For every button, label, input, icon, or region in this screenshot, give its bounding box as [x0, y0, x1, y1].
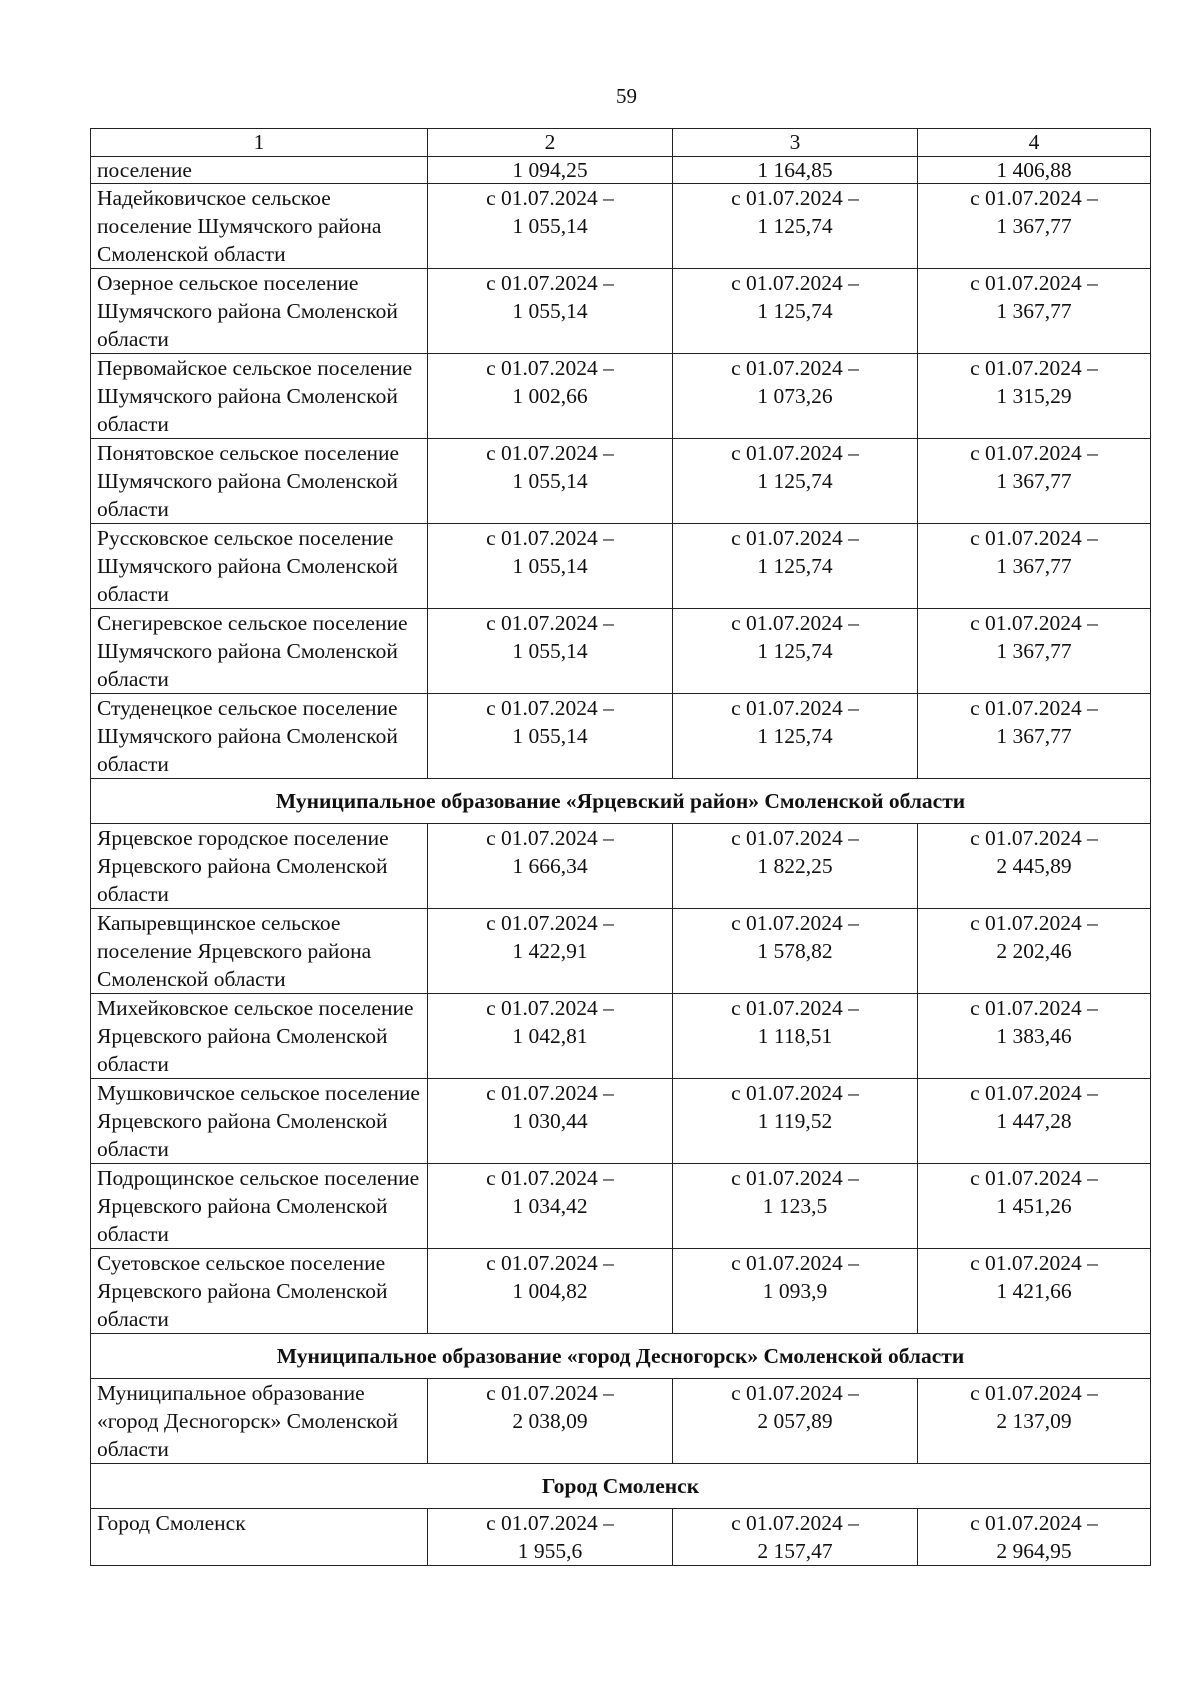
- effective-date: с 01.07.2024 –: [486, 611, 614, 635]
- tariff-cell-col2: [428, 1249, 673, 1334]
- effective-date: с 01.07.2024 –: [970, 611, 1098, 635]
- tariff-cell-col3: [673, 1079, 918, 1164]
- tariff-cell-col2: [428, 1079, 673, 1164]
- table-row: [91, 184, 1151, 269]
- tariff-value: 1 125,74: [757, 724, 833, 748]
- tariff-cell-col4: [918, 1249, 1151, 1334]
- tariff-value-col3: 1 164,85: [673, 157, 918, 184]
- effective-date: с 01.07.2024 –: [731, 1251, 859, 1275]
- tariff-value: 1 447,28: [996, 1109, 1072, 1133]
- tariff-value: 1 119,52: [757, 1109, 833, 1133]
- section-title: Муниципальное образование «Ярцевский район» Смоленской области: [91, 779, 1151, 824]
- tariff-cell-col3: [673, 994, 918, 1079]
- tariff-value: 1 421,66: [996, 1279, 1072, 1303]
- settlement-name: Руссковское сельское поселение Шумячского района Смоленской области: [91, 524, 428, 609]
- tariff-cell-col3: [673, 269, 918, 354]
- settlement-name: Озерное сельское поселение Шумячского района Смоленской области: [91, 269, 428, 354]
- effective-date: с 01.07.2024 –: [731, 696, 859, 720]
- effective-date: с 01.07.2024 –: [731, 271, 859, 295]
- effective-date: с 01.07.2024 –: [486, 441, 614, 465]
- effective-date: с 01.07.2024 –: [970, 271, 1098, 295]
- column-header-4: 4: [918, 129, 1151, 157]
- tariff-value: 1 822,25: [757, 854, 833, 878]
- tariff-cell-col2: [428, 994, 673, 1079]
- section-header-row: [91, 779, 1151, 824]
- effective-date: с 01.07.2024 –: [731, 996, 859, 1020]
- tariff-value: 2 445,89: [996, 854, 1072, 878]
- tariff-cell-col4: [918, 609, 1151, 694]
- tariff-cell-col3: [673, 1379, 918, 1464]
- page-number: 59: [616, 84, 637, 108]
- tariff-cell-col4: [918, 269, 1151, 354]
- tariff-cell-col4: [918, 1079, 1151, 1164]
- tariff-value: 1 125,74: [757, 639, 833, 663]
- settlement-name: Надейковичское сельское поселение Шумячского района Смоленской области: [91, 184, 428, 269]
- effective-date: с 01.07.2024 –: [486, 1251, 614, 1275]
- tariff-cell-col4: [918, 824, 1151, 909]
- section-header-row: [91, 1464, 1151, 1509]
- tariff-value: 1 055,14: [512, 299, 588, 323]
- tariff-cell-col2: [428, 524, 673, 609]
- table-body: [91, 157, 1151, 1566]
- tariff-value: 1 055,14: [512, 469, 588, 493]
- effective-date: с 01.07.2024 –: [731, 1511, 859, 1535]
- tariff-value: 1 367,77: [996, 724, 1072, 748]
- effective-date: с 01.07.2024 –: [731, 611, 859, 635]
- continuation-row: [91, 157, 1151, 184]
- effective-date: с 01.07.2024 –: [970, 1081, 1098, 1105]
- tariff-cell-col4: [918, 994, 1151, 1079]
- table-row: [91, 824, 1151, 909]
- section-header-row: [91, 1334, 1151, 1379]
- effective-date: с 01.07.2024 –: [731, 441, 859, 465]
- tariff-cell-col2: [428, 1164, 673, 1249]
- settlement-name: поселение: [91, 157, 428, 184]
- effective-date: с 01.07.2024 –: [486, 696, 614, 720]
- tariff-value: 1 123,5: [762, 1194, 828, 1218]
- tariff-cell-col4: [918, 694, 1151, 779]
- tariff-value: 2 202,46: [996, 939, 1072, 963]
- effective-date: с 01.07.2024 –: [970, 696, 1098, 720]
- effective-date: с 01.07.2024 –: [486, 526, 614, 550]
- effective-date: с 01.07.2024 –: [970, 1166, 1098, 1190]
- tariff-value: 1 002,66: [512, 384, 588, 408]
- tariff-cell-col3: [673, 909, 918, 994]
- tariff-cell-col3: [673, 824, 918, 909]
- settlement-name: Первомайское сельское поселение Шумячского района Смоленской области: [91, 354, 428, 439]
- tariff-value: 1 666,34: [512, 854, 588, 878]
- tariff-cell-col2: [428, 354, 673, 439]
- effective-date: с 01.07.2024 –: [970, 356, 1098, 380]
- effective-date: с 01.07.2024 –: [970, 1511, 1098, 1535]
- tariff-value: 2 157,47: [757, 1539, 833, 1563]
- tariff-value: 2 964,95: [996, 1539, 1072, 1563]
- tariff-cell-col4: [918, 1164, 1151, 1249]
- tariff-value: 1 367,77: [996, 469, 1072, 493]
- settlement-name: Мушковичское сельское поселение Ярцевского района Смоленской области: [91, 1079, 428, 1164]
- effective-date: с 01.07.2024 –: [970, 441, 1098, 465]
- table-row: [91, 439, 1151, 524]
- table-row: [91, 1079, 1151, 1164]
- table-row: [91, 994, 1151, 1079]
- tariff-value: 1 125,74: [757, 214, 833, 238]
- tariff-table: [90, 128, 1151, 1566]
- tariff-cell-col4: [918, 184, 1151, 269]
- tariff-value: 1 955,6: [517, 1539, 583, 1563]
- effective-date: с 01.07.2024 –: [970, 1381, 1098, 1405]
- table-row: [91, 1164, 1151, 1249]
- effective-date: с 01.07.2024 –: [486, 911, 614, 935]
- table-row: [91, 1509, 1151, 1566]
- effective-date: с 01.07.2024 –: [486, 996, 614, 1020]
- tariff-cell-col2: [428, 439, 673, 524]
- tariff-cell-col4: [918, 909, 1151, 994]
- tariff-value: 1 073,26: [757, 384, 833, 408]
- tariff-cell-col3: [673, 1249, 918, 1334]
- effective-date: с 01.07.2024 –: [731, 526, 859, 550]
- effective-date: с 01.07.2024 –: [970, 526, 1098, 550]
- tariff-value: 1 118,51: [757, 1024, 833, 1048]
- tariff-cell-col4: [918, 524, 1151, 609]
- tariff-value: 1 367,77: [996, 214, 1072, 238]
- effective-date: с 01.07.2024 –: [486, 1081, 614, 1105]
- effective-date: с 01.07.2024 –: [486, 1166, 614, 1190]
- section-title: Город Смоленск: [91, 1464, 1151, 1509]
- settlement-name: Понятовское сельское поселение Шумячского района Смоленской области: [91, 439, 428, 524]
- tariff-value: 1 367,77: [996, 554, 1072, 578]
- settlement-name: Снегиревское сельское поселение Шумячского района Смоленской области: [91, 609, 428, 694]
- effective-date: с 01.07.2024 –: [731, 1381, 859, 1405]
- effective-date: с 01.07.2024 –: [970, 826, 1098, 850]
- tariff-value: 1 042,81: [512, 1024, 588, 1048]
- table-row: [91, 1249, 1151, 1334]
- tariff-cell-col4: [918, 439, 1151, 524]
- tariff-cell-col4: [918, 354, 1151, 439]
- effective-date: с 01.07.2024 –: [486, 271, 614, 295]
- tariff-value: 1 451,26: [996, 1194, 1072, 1218]
- table-row: [91, 269, 1151, 354]
- tariff-cell-col3: [673, 694, 918, 779]
- column-header-row: [91, 129, 1151, 157]
- tariff-value-col2: 1 094,25: [428, 157, 673, 184]
- tariff-cell-col3: [673, 1509, 918, 1566]
- table-row: [91, 909, 1151, 994]
- settlement-name: Михейковское сельское поселение Ярцевского района Смоленской области: [91, 994, 428, 1079]
- tariff-cell-col3: [673, 439, 918, 524]
- table-row: [91, 354, 1151, 439]
- tariff-value: 1 093,9: [762, 1279, 828, 1303]
- tariff-value: 1 004,82: [512, 1279, 588, 1303]
- tariff-value: 1 055,14: [512, 639, 588, 663]
- tariff-value: 2 137,09: [996, 1409, 1072, 1433]
- effective-date: с 01.07.2024 –: [731, 186, 859, 210]
- effective-date: с 01.07.2024 –: [731, 826, 859, 850]
- tariff-cell-col4: [918, 1509, 1151, 1566]
- settlement-name: Муниципальное образование «город Десногорск» Смоленской области: [91, 1379, 428, 1464]
- effective-date: с 01.07.2024 –: [486, 826, 614, 850]
- tariff-value: 1 125,74: [757, 554, 833, 578]
- tariff-cell-col2: [428, 269, 673, 354]
- effective-date: с 01.07.2024 –: [731, 911, 859, 935]
- tariff-cell-col3: [673, 609, 918, 694]
- section-title: Муниципальное образование «город Десногорск» Смоленской области: [91, 1334, 1151, 1379]
- tariff-value: 1 578,82: [757, 939, 833, 963]
- tariff-value-col4: 1 406,88: [918, 157, 1151, 184]
- tariff-value: 1 383,46: [996, 1024, 1072, 1048]
- effective-date: с 01.07.2024 –: [970, 186, 1098, 210]
- tariff-value: 2 038,09: [512, 1409, 588, 1433]
- effective-date: с 01.07.2024 –: [486, 1511, 614, 1535]
- tariff-cell-col4: [918, 1379, 1151, 1464]
- effective-date: с 01.07.2024 –: [486, 186, 614, 210]
- effective-date: с 01.07.2024 –: [970, 911, 1098, 935]
- table-row: [91, 609, 1151, 694]
- tariff-value: 1 055,14: [512, 214, 588, 238]
- tariff-cell-col2: [428, 1379, 673, 1464]
- tariff-value: 1 055,14: [512, 554, 588, 578]
- table-row: [91, 1379, 1151, 1464]
- column-header-1: 1: [91, 129, 428, 157]
- table-row: [91, 524, 1151, 609]
- tariff-value: 1 422,91: [512, 939, 588, 963]
- settlement-name: Подрощинское сельское поселение Ярцевского района Смоленской области: [91, 1164, 428, 1249]
- tariff-value: 1 315,29: [996, 384, 1072, 408]
- tariff-value: 1 034,42: [512, 1194, 588, 1218]
- tariff-value: 1 367,77: [996, 299, 1072, 323]
- tariff-cell-col2: [428, 184, 673, 269]
- tariff-value: 2 057,89: [757, 1409, 833, 1433]
- tariff-cell-col2: [428, 694, 673, 779]
- effective-date: с 01.07.2024 –: [731, 1081, 859, 1105]
- tariff-cell-col2: [428, 1509, 673, 1566]
- effective-date: с 01.07.2024 –: [731, 356, 859, 380]
- tariff-cell-col3: [673, 354, 918, 439]
- tariff-value: 1 125,74: [757, 299, 833, 323]
- table-row: [91, 694, 1151, 779]
- tariff-cell-col2: [428, 824, 673, 909]
- effective-date: с 01.07.2024 –: [970, 1251, 1098, 1275]
- effective-date: с 01.07.2024 –: [486, 1381, 614, 1405]
- settlement-name: Суетовское сельское поселение Ярцевского района Смоленской области: [91, 1249, 428, 1334]
- effective-date: с 01.07.2024 –: [486, 356, 614, 380]
- tariff-cell-col3: [673, 184, 918, 269]
- column-header-3: 3: [673, 129, 918, 157]
- tariff-cell-col3: [673, 524, 918, 609]
- effective-date: с 01.07.2024 –: [970, 996, 1098, 1020]
- column-header-2: 2: [428, 129, 673, 157]
- tariff-value: 1 030,44: [512, 1109, 588, 1133]
- tariff-value: 1 125,74: [757, 469, 833, 493]
- tariff-cell-col2: [428, 609, 673, 694]
- settlement-name: Город Смоленск: [91, 1509, 428, 1566]
- settlement-name: Студенецкое сельское поселение Шумячского района Смоленской области: [91, 694, 428, 779]
- settlement-name: Ярцевское городское поселение Ярцевского района Смоленской области: [91, 824, 428, 909]
- tariff-value: 1 367,77: [996, 639, 1072, 663]
- tariff-value: 1 055,14: [512, 724, 588, 748]
- tariff-cell-col2: [428, 909, 673, 994]
- settlement-name: Капыревщинское сельское поселение Ярцевского района Смоленской области: [91, 909, 428, 994]
- effective-date: с 01.07.2024 –: [731, 1166, 859, 1190]
- tariff-cell-col3: [673, 1164, 918, 1249]
